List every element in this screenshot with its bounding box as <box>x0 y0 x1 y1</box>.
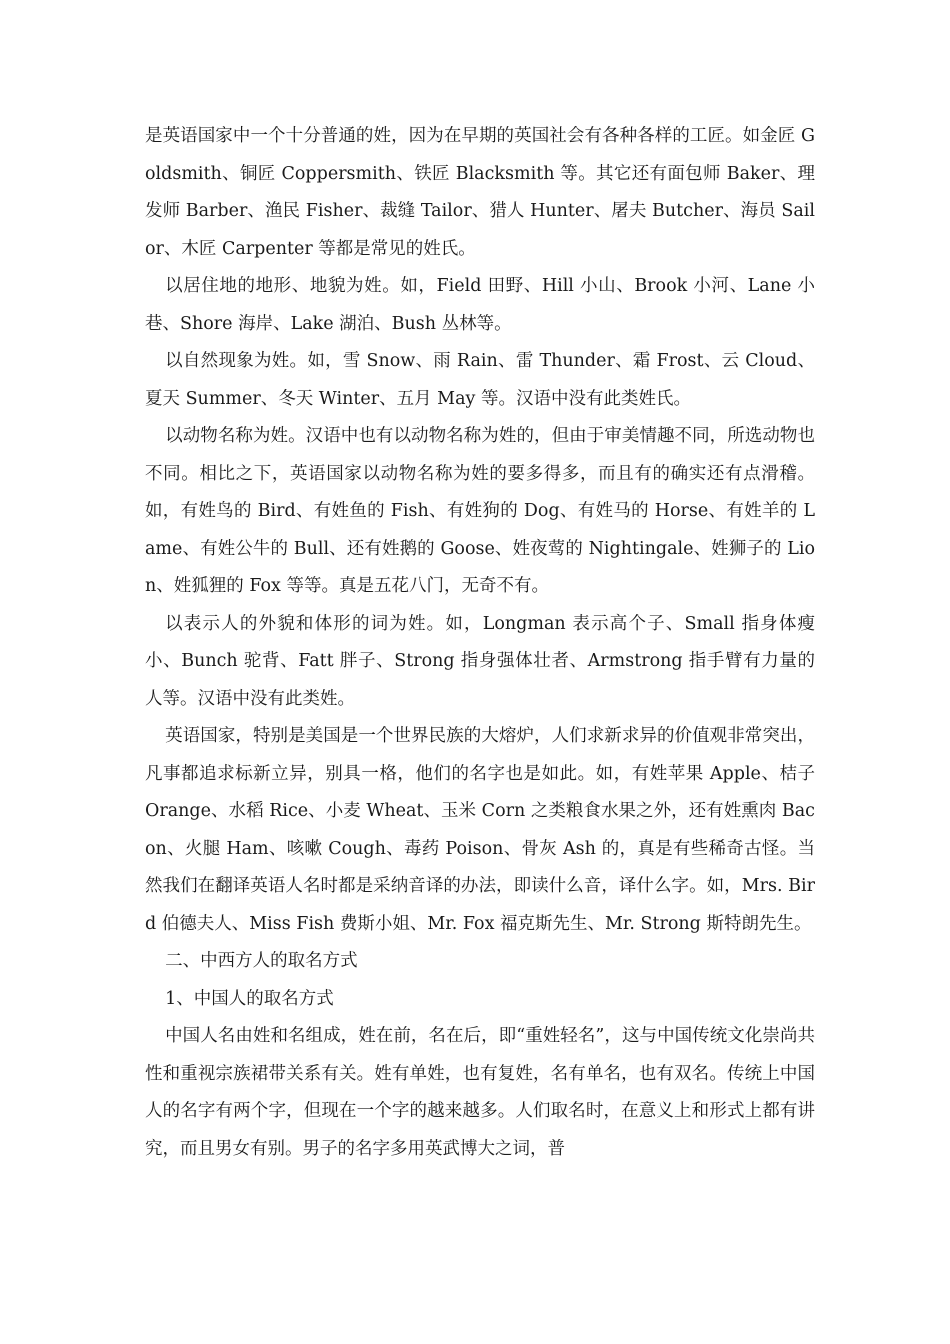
paragraph-craft-surnames: 是英语国家中一个十分普通的姓，因为在早期的英国社会有各种各样的工匠。如金匠 Goldsmith、铜匠 Coppersmith、铁匠 Blacksmith 等。其它还有面包师 Baker、理发师 Barber、渔民 Fisher、裁缝 Tailor、猎人 Hunter、屠夫 Butcher、海员 Sailor、木匠 Carpenter 等都是常见的姓氏。 <box>145 126 815 259</box>
paragraph-chinese-naming: 中国人名由姓和名组成，姓在前，名在后，即“重姓轻名”，这与中国传统文化崇尚共性和重视宗族裙带关系有关。姓有单姓，也有复姓，名有单名，也有双名。传统上中国人的名字有两个字，但现在一个字的越来越多。人们取名时，在意义上和形式上都有讲究，而且男女有别。男子的名字多用英武博大之词，普 <box>145 1026 815 1159</box>
paragraph-melting-pot: 英语国家，特别是美国是一个世界民族的大熔炉，人们求新求异的价值观非常突出，凡事都追求标新立异，别具一格，他们的名字也是如此。如，有姓苹果 Apple、桔子 Orange、水稻 Rice、小麦 Wheat、玉米 Corn 之类粮食水果之外，还有姓熏肉 Bacon、火腿 Ham、咳嗽 Cough、毒药 Poison、骨灰 Ash 的，真是有些稀奇古怪。当然我们在翻译英语人名时都是采纳音译的办法，即读什么音，译什么字。如，Mrs. Bird 伯德夫人、Miss Fish 费斯小姐、Mr. Fox 福克斯先生、Mr. Strong 斯特朗先生。 <box>145 726 815 934</box>
document-page <box>145 118 815 1168</box>
subsection-heading: 1、中国人的取名方式 <box>165 988 334 1009</box>
paragraph-animal-surnames: 以动物名称为姓。汉语中也有以动物名称为姓的，但由于审美情趣不同，所选动物也不同。相比之下，英语国家以动物名称为姓的要多得多，而且有的确实还有点滑稽。如，有姓鸟的 Bird、有姓鱼的 Fish、有姓狗的 Dog、有姓马的 Horse、有姓羊的 Lame、有姓公牛的 Bull、还有姓鹅的 Goose、姓夜莺的 Nightingale、姓狮子的 Lion、姓狐狸的 Fox 等等。真是五花八门，无奇不有。 <box>145 426 815 596</box>
section-heading: 二、中西方人的取名方式 <box>165 951 358 971</box>
paragraph-appearance-surnames: 以表示人的外貌和体形的词为姓。如，Longman 表示高个子、Small 指身体瘦小、Bunch 驼背、Fatt 胖子、Strong 指身强体壮者、Armstrong 指手臂有力量的人等。汉语中没有此类姓。 <box>145 613 815 709</box>
paragraph-terrain-surnames: 以居住地的地形、地貌为姓。如，Field 田野、Hill 小山、Brook 小河、Lane 小巷、Shore 海岸、Lake 湖泊、Bush 丛林等。 <box>145 276 815 334</box>
paragraph-nature-surnames: 以自然现象为姓。如，雪 Snow、雨 Rain、雷 Thunder、霜 Frost、云 Cloud、夏天 Summer、冬天 Winter、五月 May 等。汉语中没有此类姓氏。 <box>145 351 815 409</box>
